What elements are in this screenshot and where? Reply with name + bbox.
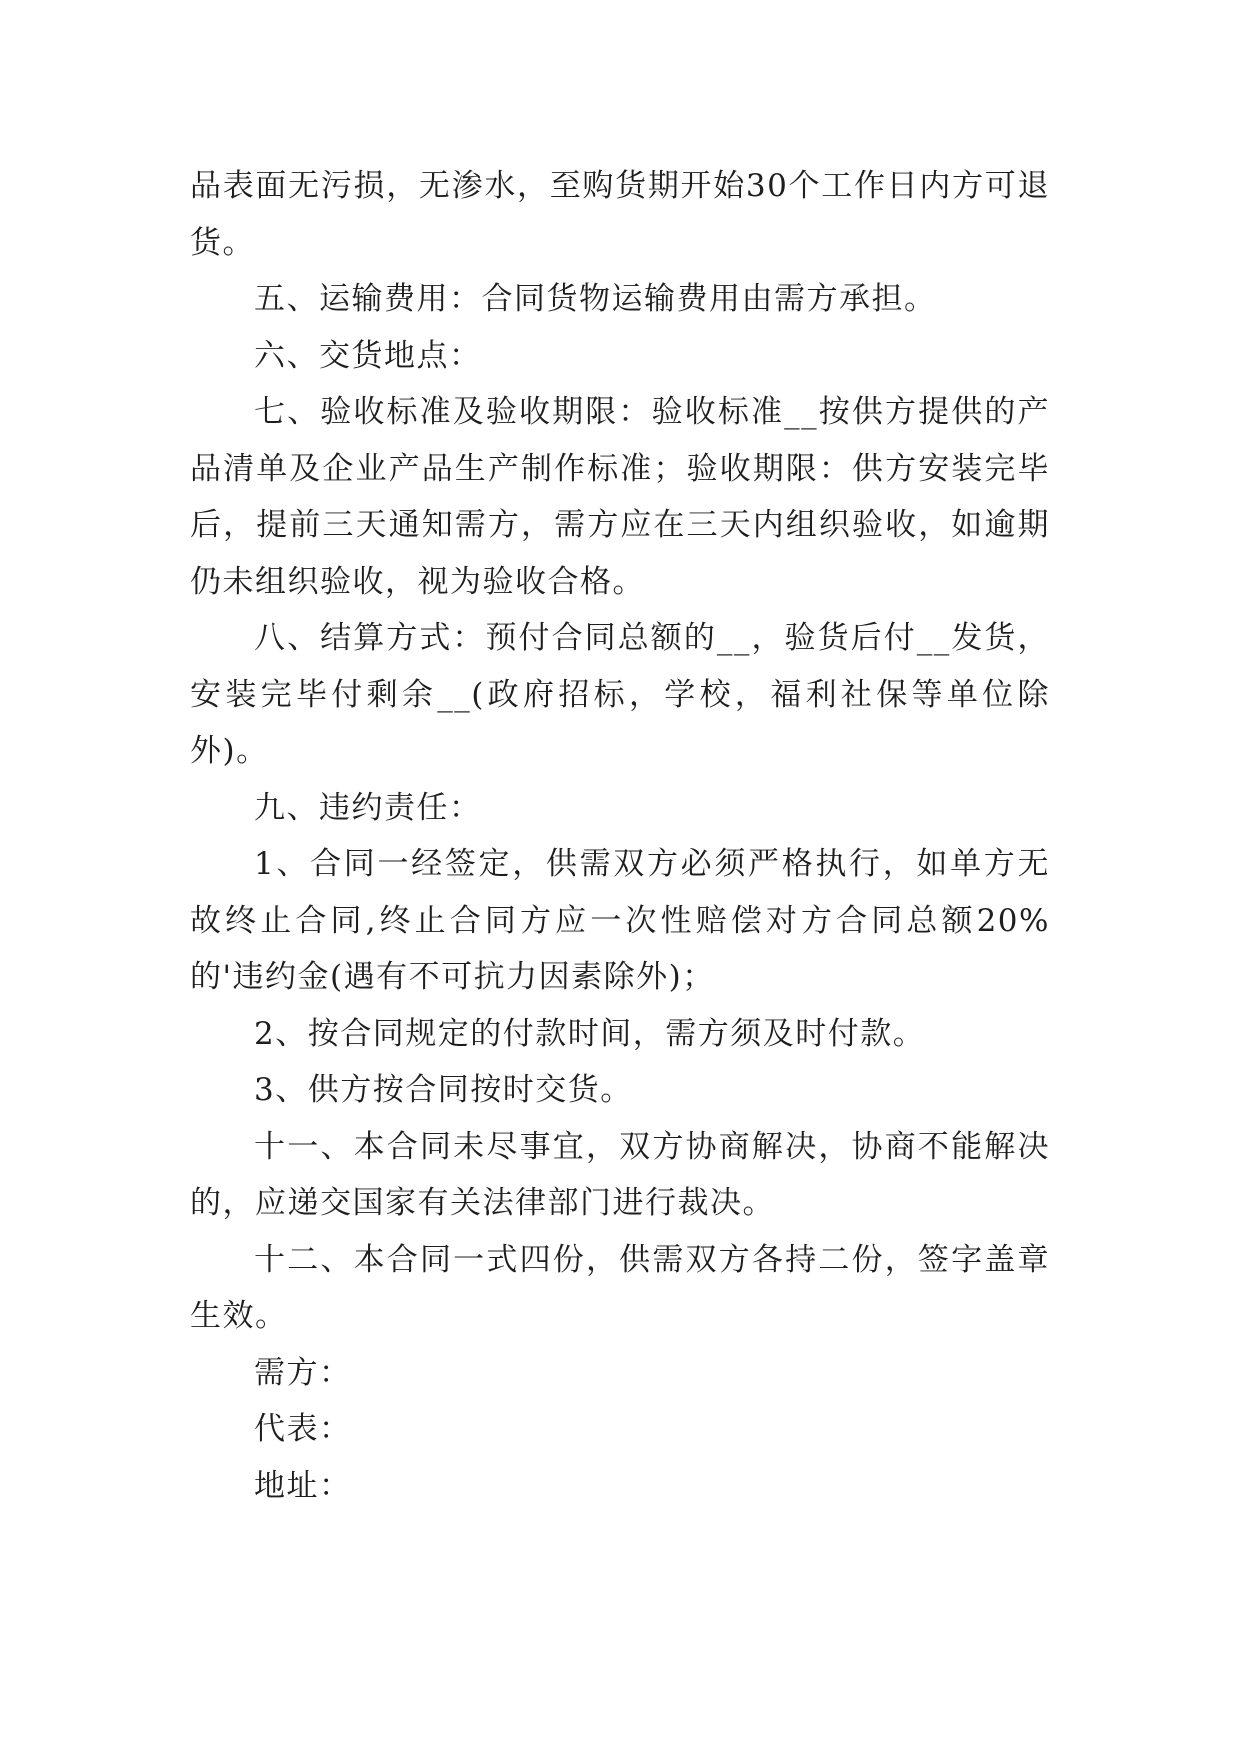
paragraph-delivery-place: 六、交货地点： <box>254 337 482 374</box>
paragraph-settlement: 八、结算方式：预付合同总额的__，验货后付__发货，安装完毕付剩余__(政府招标，学校，福利社保等单位除外)。 <box>190 620 1050 769</box>
paragraph-liability-1: 1、合同一经签定，供需双方必须严格执行，如单方无故终止合同,终止合同方应一次性赔偿对方合同总额20%的'违约金(遇有不可抗力因素除外)； <box>190 846 1050 995</box>
paragraph-liability-heading: 九、违约责任： <box>254 789 482 826</box>
paragraph-copies: 十二、本合同一式四份，供需双方各持二份，签字盖章生效。 <box>190 1241 1050 1334</box>
paragraph-return-terms: 品表面无污损，无渗水，至购货期开始30个工作日内方可退货。 <box>190 168 1050 261</box>
paragraph-liability-2: 2、按合同规定的付款时间，需方须及时付款。 <box>254 1015 926 1052</box>
signature-address: 地址： <box>254 1467 352 1504</box>
paragraph-liability-3: 3、供方按合同按时交货。 <box>254 1072 633 1108</box>
paragraph-disputes: 十一、本合同未尽事宜，双方协商解决，协商不能解决的，应递交国家有关法律部门进行裁决。 <box>190 1128 1050 1221</box>
paragraph-transport-fee: 五、运输费用：合同货物运输费用由需方承担。 <box>254 281 937 317</box>
signature-representative: 代表： <box>254 1411 352 1447</box>
paragraph-acceptance: 七、验收标准及验收期限：验收标准__按供方提供的产品清单及企业产品生产制作标准；验收期限：供方安装完毕后，提前三天通知需方，需方应在三天内组织验收，如逾期仍未组织验收，视为验收合格。 <box>190 394 1050 600</box>
document-body <box>190 158 1050 1514</box>
signature-buyer: 需方： <box>254 1354 352 1391</box>
